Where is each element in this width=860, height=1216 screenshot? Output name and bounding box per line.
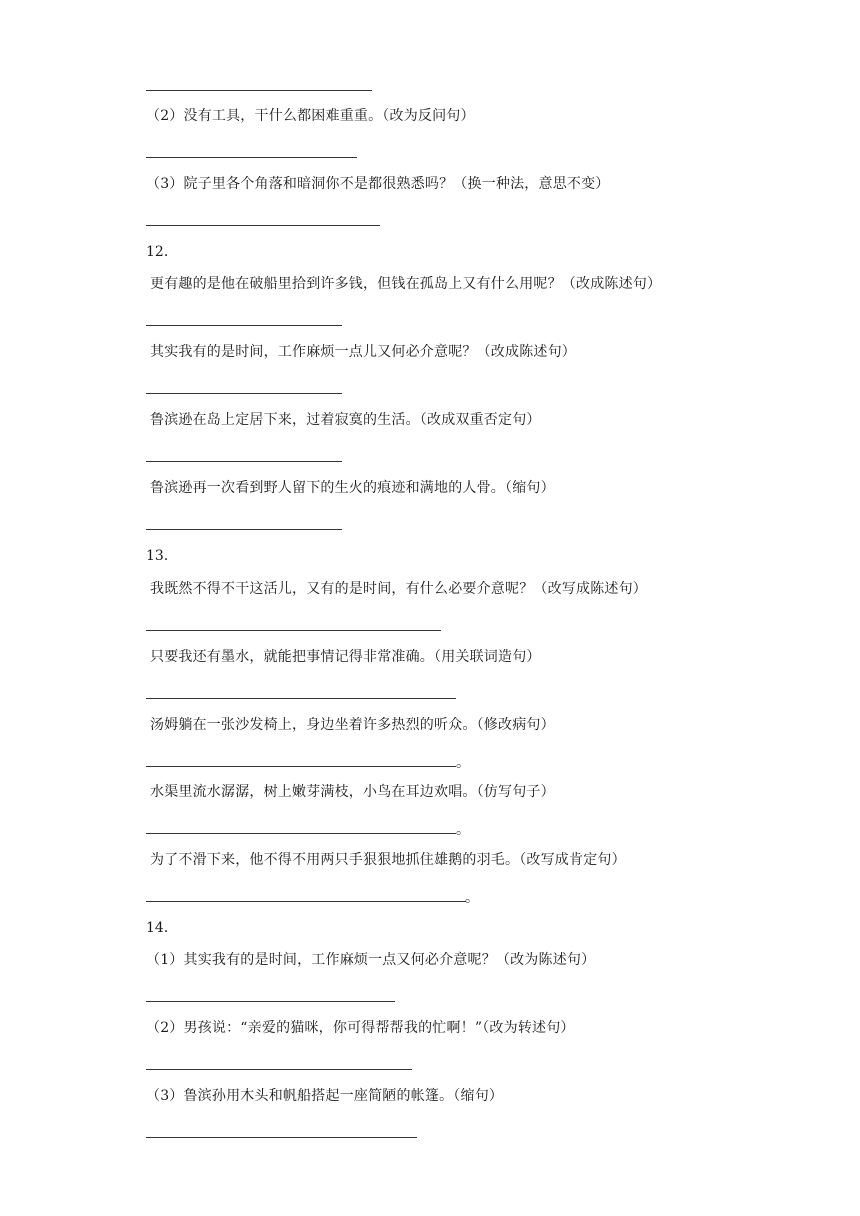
sentence-period: 。: [465, 890, 479, 906]
sentence-period: 。: [456, 822, 470, 838]
question-13-1: 我既然不得不干这活儿，又有的是时间，有什么必要介意呢？（改写成陈述句）: [150, 581, 647, 597]
answer-line[interactable]: [146, 630, 441, 631]
answer-line[interactable]: [146, 1069, 412, 1070]
question-12-4: 鲁滨逊再一次看到野人留下的生火的痕迹和满地的人骨。（缩句）: [150, 480, 555, 496]
question-13-4: 水渠里流水潺潺，树上嫩芽满枝，小鸟在耳边欢唱。（仿写句子）: [150, 784, 555, 800]
question-number-13: 13．: [146, 548, 178, 564]
answer-line[interactable]: [146, 90, 372, 91]
question-14-2: （2）男孩说：“亲爱的猫咪，你可得帮帮我的忙啊！”（改为转述句）: [146, 1020, 575, 1036]
answer-line[interactable]: [146, 529, 342, 530]
answer-line[interactable]: [146, 1137, 417, 1138]
answer-line[interactable]: [146, 461, 342, 462]
question-12-1: 更有趣的是他在破船里拾到许多钱，但钱在孤岛上又有什么用呢？（改成陈述句）: [150, 276, 662, 292]
question-14-3: （3）鲁滨孙用木头和帆船搭起一座简陋的帐篷。（缩句）: [146, 1088, 504, 1104]
question-11-3: （3）院子里各个角落和暗洞你不是都很熟悉吗？（换一种法，意思不变）: [146, 176, 610, 192]
question-number-14: 14．: [146, 920, 178, 936]
answer-line[interactable]: [146, 393, 342, 394]
question-number-12: 12．: [146, 244, 178, 260]
question-13-2: 只要我还有墨水，就能把事情记得非常准确。（用关联词造句）: [150, 649, 541, 665]
sentence-period: 。: [456, 755, 470, 771]
answer-line[interactable]: [146, 157, 357, 158]
question-13-5: 为了不滑下来，他不得不用两只手狠狠地抓住雄鹅的羽毛。（改写成肯定句）: [150, 852, 626, 868]
answer-line[interactable]: [146, 225, 380, 226]
answer-line[interactable]: [146, 901, 466, 902]
question-11-2: （2）没有工具，干什么都困难重重。（改为反问句）: [146, 108, 475, 124]
answer-line[interactable]: [146, 766, 456, 767]
question-14-1: （1）其实我有的是时间，工作麻烦一点又何必介意呢？（改为陈述句）: [146, 952, 596, 968]
question-13-3: 汤姆躺在一张沙发椅上，身边坐着许多热烈的听众。（修改病句）: [150, 717, 555, 733]
question-12-2: 其实我有的是时间，工作麻烦一点儿又何必介意呢？（改成陈述句）: [150, 344, 576, 360]
answer-line[interactable]: [146, 698, 456, 699]
question-12-3: 鲁滨逊在岛上定居下来，过着寂寞的生活。（改成双重否定句）: [150, 412, 541, 428]
answer-line[interactable]: [146, 1001, 395, 1002]
answer-line[interactable]: [146, 833, 456, 834]
answer-line[interactable]: [146, 325, 342, 326]
